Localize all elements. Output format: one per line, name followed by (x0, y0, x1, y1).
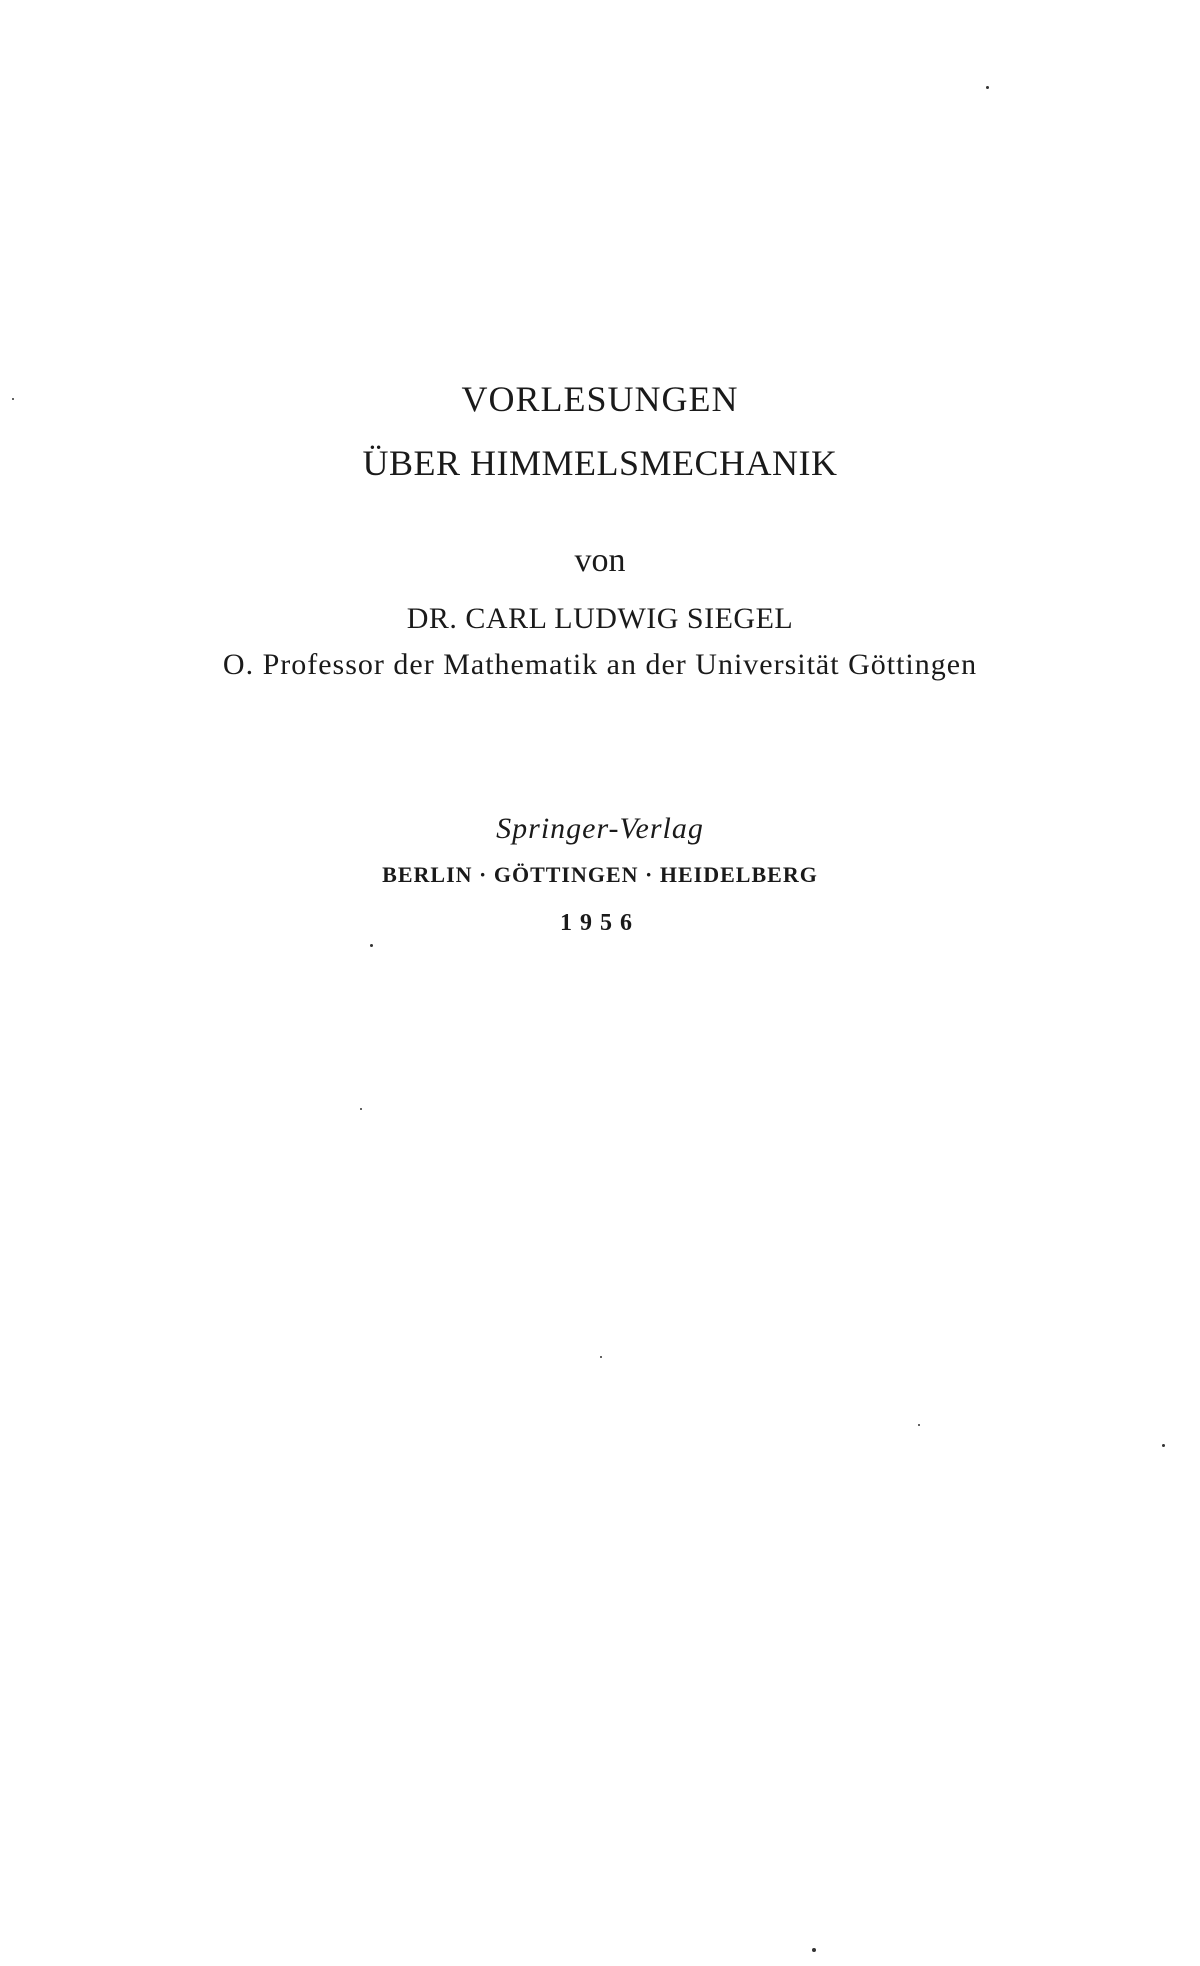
author-affiliation: O. Professor der Mathematik an der Universität Göttingen (222, 648, 978, 681)
author-name: DR. CARL LUDWIG SIEGEL (406, 602, 794, 635)
scan-speck (1162, 1444, 1165, 1447)
publisher-name: Springer-Verlag (496, 812, 704, 845)
scan-speck (12, 398, 14, 400)
scan-speck (600, 1356, 602, 1358)
book-title-line-1: VORLESUNGEN (461, 379, 739, 419)
by-word: von (574, 542, 626, 579)
scan-speck (986, 86, 989, 89)
publisher-cities: BERLIN · GÖTTINGEN · HEIDELBERG (382, 862, 818, 887)
scan-speck (918, 1424, 920, 1426)
scan-speck (360, 1108, 362, 1110)
book-title-line-2: ÜBER HIMMELSMECHANIK (362, 443, 838, 483)
scan-speck (812, 1948, 816, 1952)
publication-year: 1956 (560, 910, 640, 936)
scan-speck (370, 944, 373, 947)
